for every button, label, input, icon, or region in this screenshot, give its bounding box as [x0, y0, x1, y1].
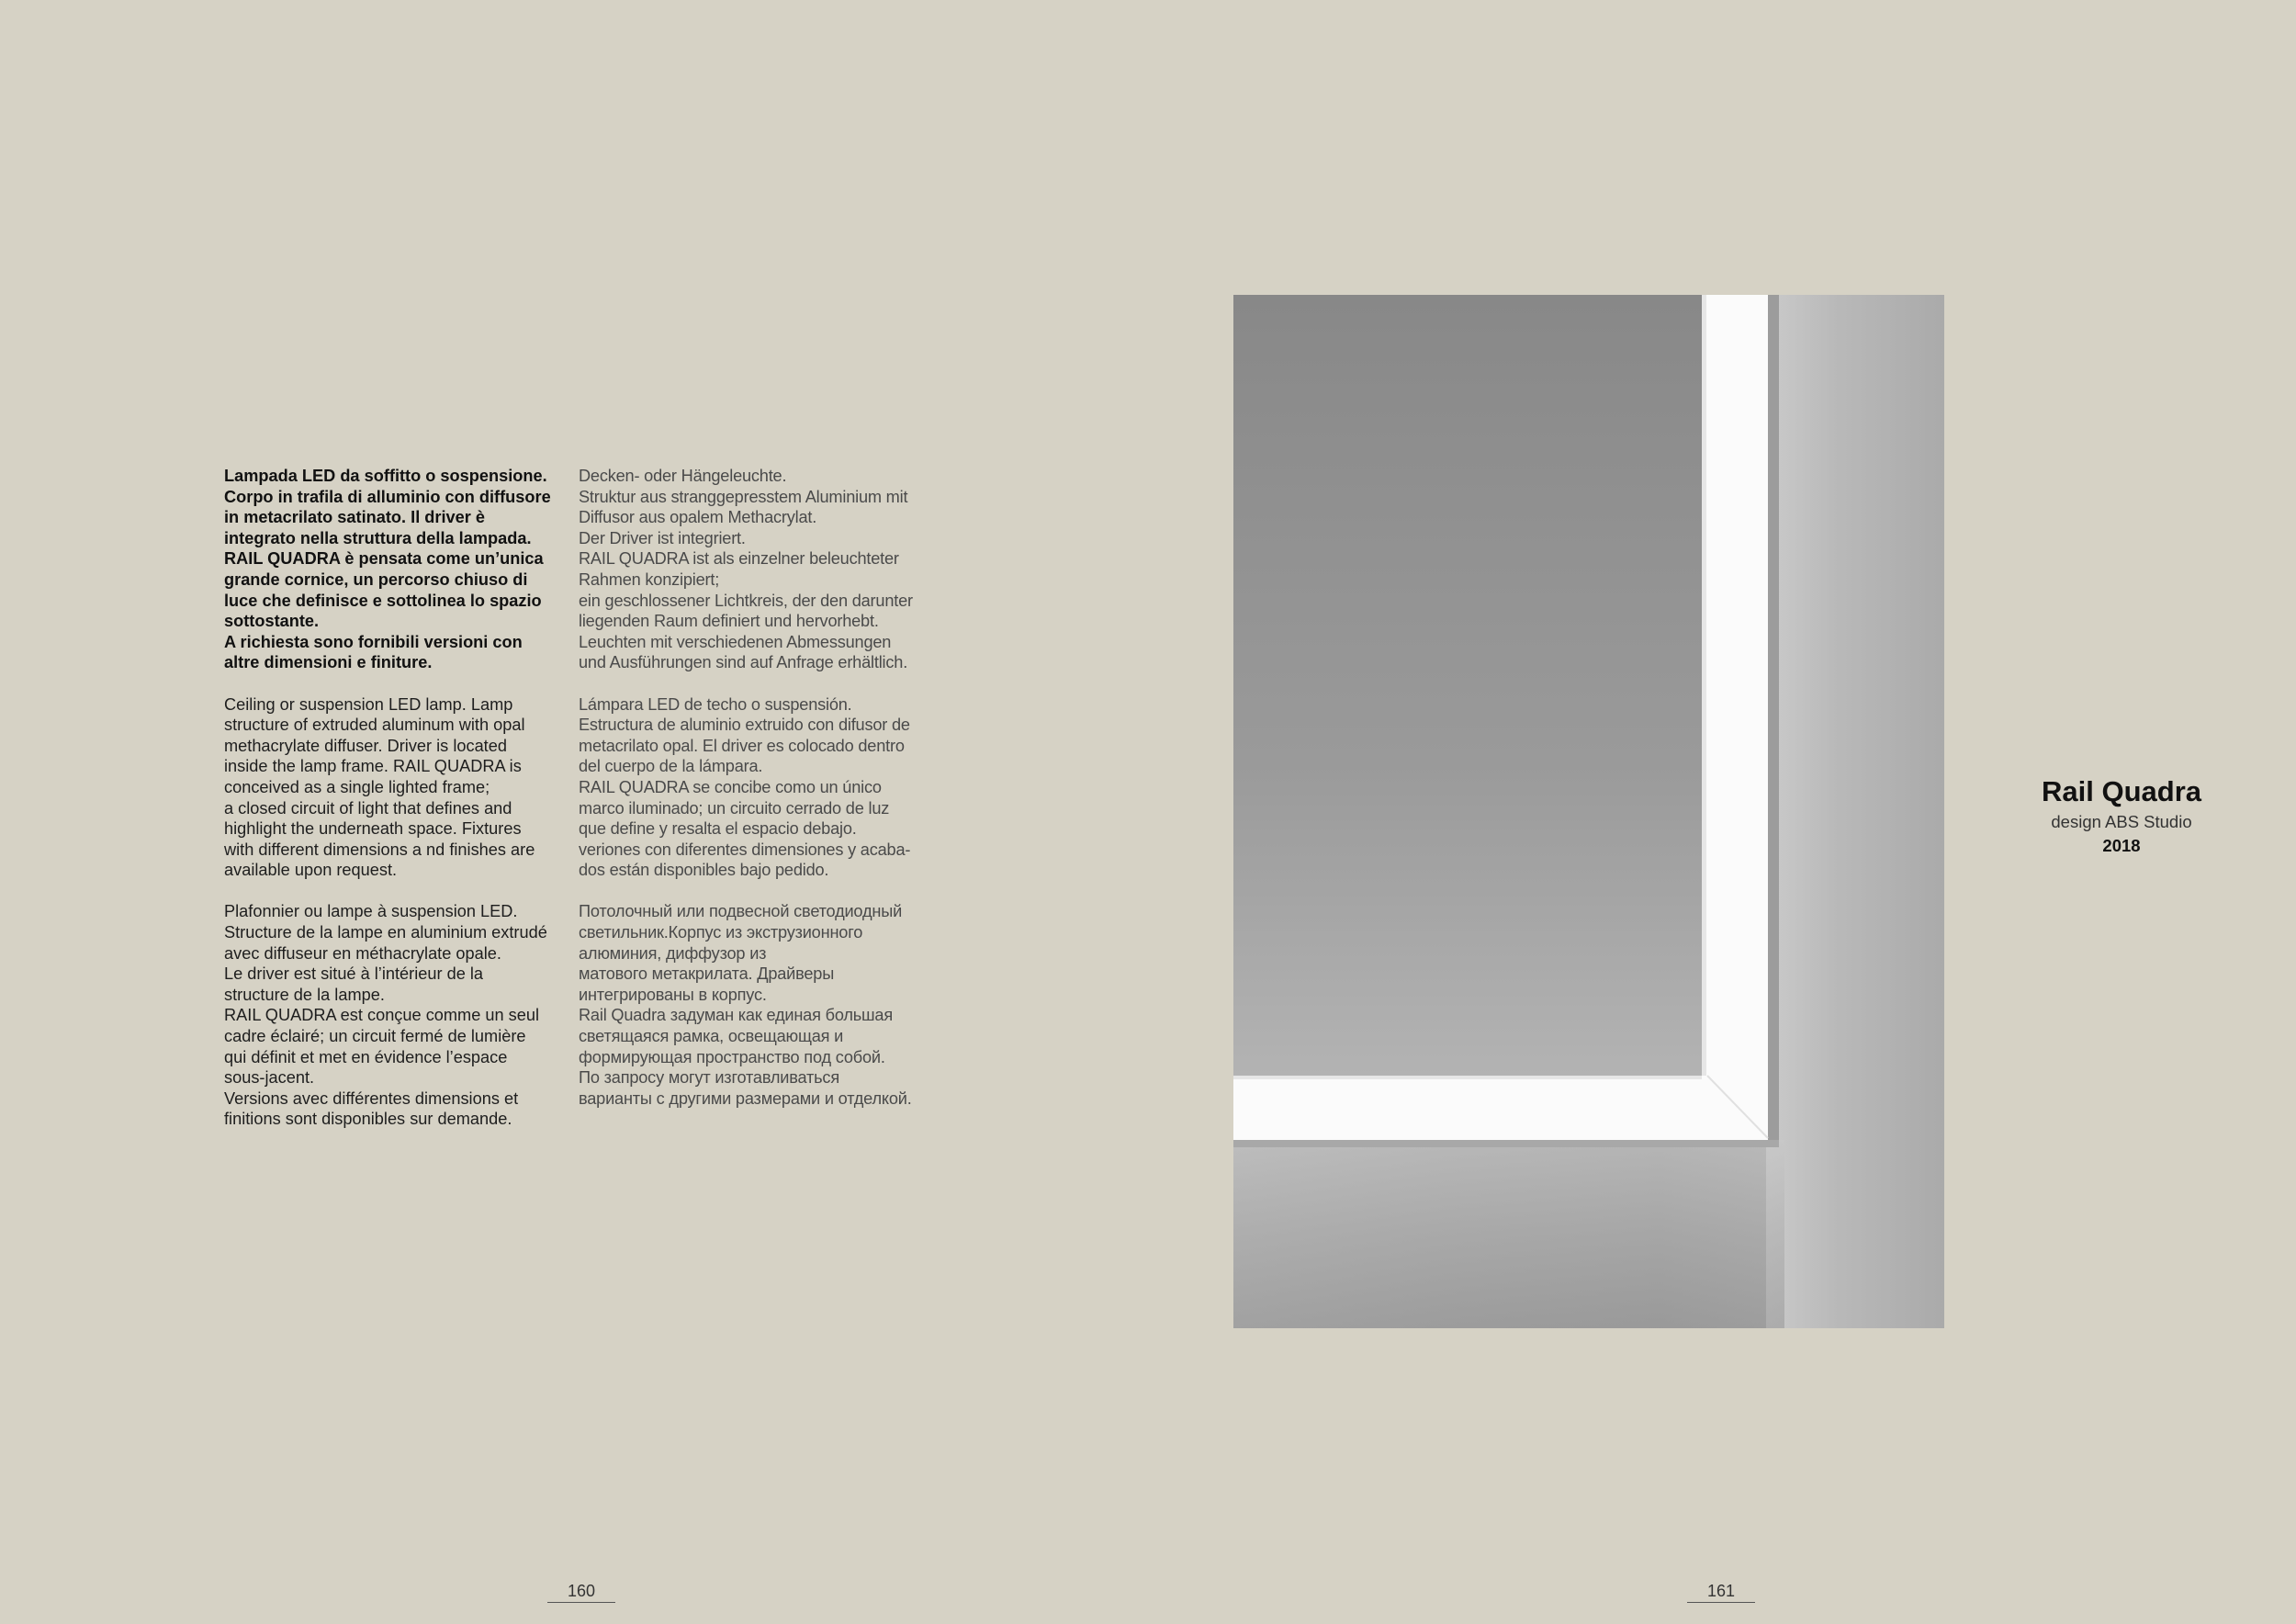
description-french: Plafonnier ou lampe à suspension LED. Structure de la lampe en aluminium extrudé avec diffuseur en méthacrylate opale. Le driver est situé à l’intérieur de la structure de la lampe. RAIL QUADRA est conçue comme un seul cadre éclairé; un circuit fermé de lumière qui définit et met en évidence l’espace sous-jacent. Versions avec différentes dimensions et finitions sont disponibles sur demande.: [224, 902, 547, 1129]
product-designer: design ABS Studio: [2051, 812, 2192, 831]
description-italian: Lampada LED da soffitto o sospensione. Corpo in trafila di alluminio con diffusore in metacrilato satinato. Il driver è integrato nella struttura della lampada. RAIL QUADRA è pensata come un’unica grande cornice, un percorso chiuso di luce che definisce e sottolinea lo spazio sottostante. A richiesta sono fornibili versioni con altre dimensioni e finiture.: [224, 467, 551, 672]
description-spanish: Lámpara LED de techo o suspensión. Estructura de aluminio extruido con difusor de metacrilato opal. El driver es colocado dentro del cuerpo de la lámpara. RAIL QUADRA se concibe como un único marco iluminado; un circuito cerrado de luz que define y resalta el espacio debajo. veriones con diferentes dimensiones y acaba- dos están disponibles bajo pedido.: [579, 694, 911, 880]
product-title-block: [2030, 773, 2213, 858]
page-number-left: 160: [547, 1582, 615, 1603]
right-text-column: [579, 466, 918, 1130]
product-title: Rail Quadra: [2042, 775, 2201, 807]
description-russian: Потолочный или подвесной светодиодный светильник.Корпус из экструзионного алюминия, диффузор из матового метакрилата. Драйверы интегрированы в корпус. Rail Quadra задуман как единая большая светящаяся рамка, освещающая и формирующая пространство под собой. По запросу могут изготавливаться варианты с другими размерами и отделкой.: [579, 902, 912, 1108]
page-number-right: 161: [1687, 1582, 1755, 1603]
description-english: Ceiling or suspension LED lamp. Lamp structure of extruded aluminum with opal methacrylate diffuser. Driver is located inside the lamp frame. RAIL QUADRA is conceived as a single lighted frame; a closed circuit of light that defines and highlight the underneath space. Fixtures with different dimensions a nd finishes are available upon request.: [224, 694, 535, 880]
product-year: 2018: [2102, 836, 2141, 855]
description-german: Decken- oder Hängeleuchte. Struktur aus stranggepresstem Aluminium mit Diffusor aus opalem Methacrylat. Der Driver ist integriert. RAIL QUADRA ist als einzelner beleuchteter Rahmen konzipiert; ein geschlossener Lichtkreis, der den darunter liegenden Raum definiert und hervorhebt. Leuchten mit verschiedenen Abmessungen und Ausführungen sind auf Anfrage erhältlich.: [579, 467, 913, 672]
left-text-column: [224, 466, 564, 1151]
product-photo: [1233, 295, 1944, 1328]
